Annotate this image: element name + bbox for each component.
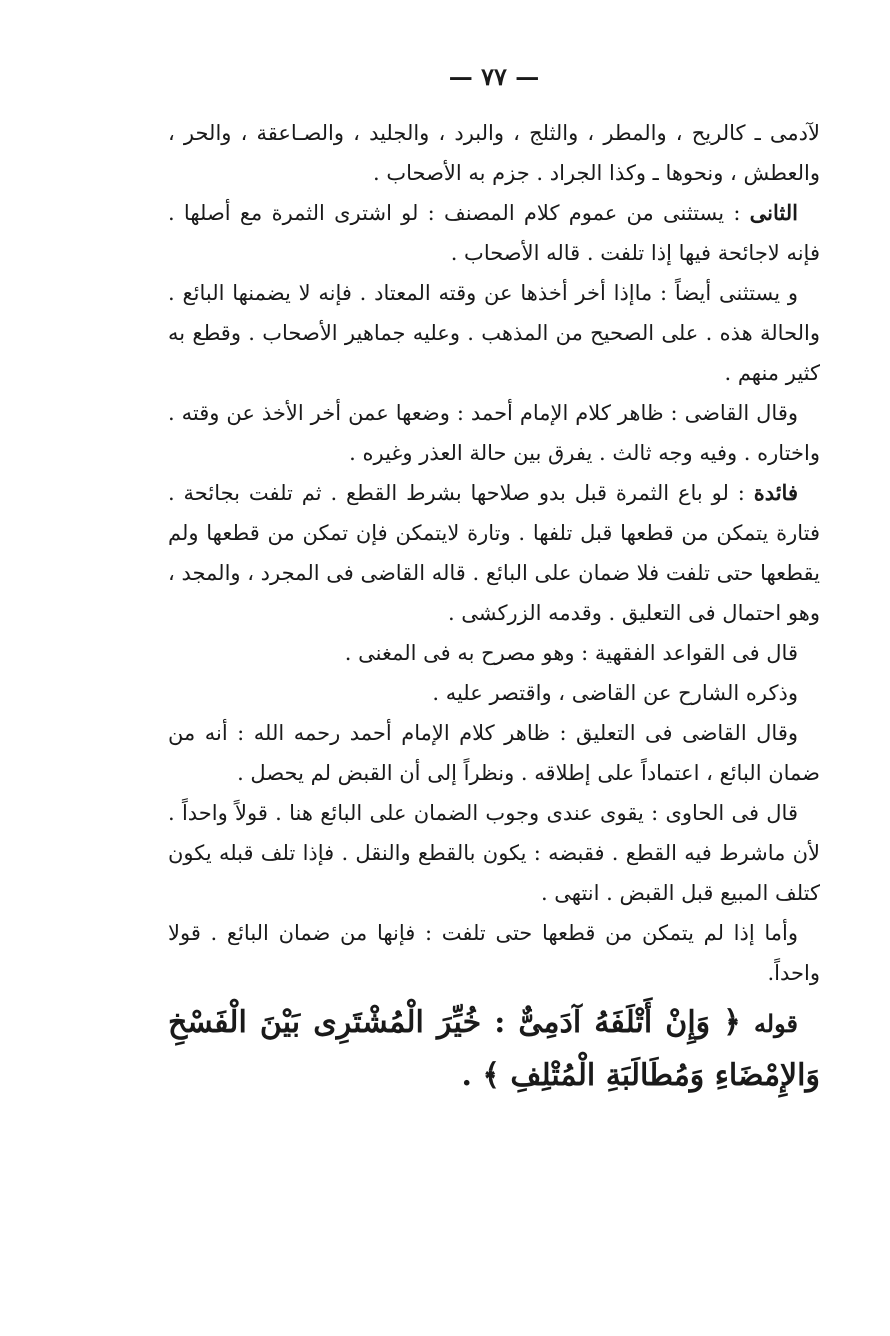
paragraph-6 (168, 633, 820, 673)
paragraph-1 (168, 113, 820, 193)
paragraph-text: : يستثنى من عموم كلام المصنف : لو اشترى الثمرة مع أصلها . فإنه لاجائحة فيها إذا تلفت . قاله الأصحاب . (168, 201, 820, 265)
paragraph-text: وقال القاضى : ظاهر كلام الإمام أحمد : وضعها عمن أخر الأخذ عن وقته . واختاره . وفيه وجه ثالث . يفرق بين حالة العذر وغيره . (168, 401, 820, 465)
paragraph-7 (168, 673, 820, 713)
paragraph-2 (168, 193, 820, 273)
page-body (168, 113, 820, 1102)
paragraph-4 (168, 393, 820, 473)
paragraph-3 (168, 273, 820, 393)
paragraph-text: : لو باع الثمرة قبل بدو صلاحها بشرط القطع . ثم تلفت بجائحة . فتارة يتمكن من قطعها قبل تلفها . وتارة لايتمكن فإن تمكن من قطعها ولم يقطعها حتى تلفت فلا ضمان على البائع . قاله القاضى فى المجرد ، والمجد ، وهو احتمال فى التعليق . وقدمه الزركشى . (168, 481, 820, 625)
matn-quote (168, 997, 820, 1102)
matn-text: ﴿ وَإِنْ أَتْلَفَهُ آدَمِىٌّ : خُيِّرَ الْمُشْتَرِى بَيْنَ الْفَسْخِ وَالإِمْضَاءِ وَمُطَالَبَةِ الْمُتْلِفِ ﴾ . (168, 1005, 820, 1093)
paragraph-text: وأما إذا لم يتمكن من قطعها حتى تلفت : فإنها من ضمان البائع . قولا واحداً. (168, 921, 820, 985)
section-heading: الثانى (749, 200, 798, 225)
page-number: — ٧٧ — (448, 62, 540, 91)
paragraph-text: قال فى الحاوى : يقوى عندى وجوب الضمان على البائع هنا . قولاً واحداً . لأن ماشرط فيه القطع . فقبضه : يكون بالقطع والنقل . فإذا تلف قبله يكون كتلف المبيع قبل القبض . انتهى . (168, 801, 820, 905)
paragraph-text: وذكره الشارح عن القاضى ، واقتصر عليه . (432, 681, 798, 705)
paragraph-text: و يستثنى أيضاً : ماإذا أخر أخذها عن وقته المعتاد . فإنه لا يضمنها البائع . والحالة هذه . على الصحيح من المذهب . وعليه جماهير الأصحاب . وقطع به كثير منهم . (168, 281, 820, 385)
paragraph-text: وقال القاضى فى التعليق : ظاهر كلام الإمام أحمد رحمه الله : أنه من ضمان البائع ، اعتماداً على إطلاقه . ونظراً إلى أن القبض لم يحصل . (168, 721, 820, 785)
paragraph-text: قال فى القواعد الفقهية : وهو مصرح به فى المغنى . (344, 641, 798, 665)
paragraph-text: لآدمى ـ كالريح ، والمطر ، والثلج ، والبرد ، والجليد ، والصـاعقة ، والحر ، والعطش ، ونحوها ـ وكذا الجراد . جزم به الأصحاب . (168, 121, 820, 185)
paragraph-10 (168, 913, 820, 993)
paragraph-5 (168, 473, 820, 633)
paragraph-9 (168, 793, 820, 913)
matn-lead: قوله (753, 1009, 798, 1038)
paragraph-8 (168, 713, 820, 793)
section-heading: فائدة (753, 480, 798, 505)
